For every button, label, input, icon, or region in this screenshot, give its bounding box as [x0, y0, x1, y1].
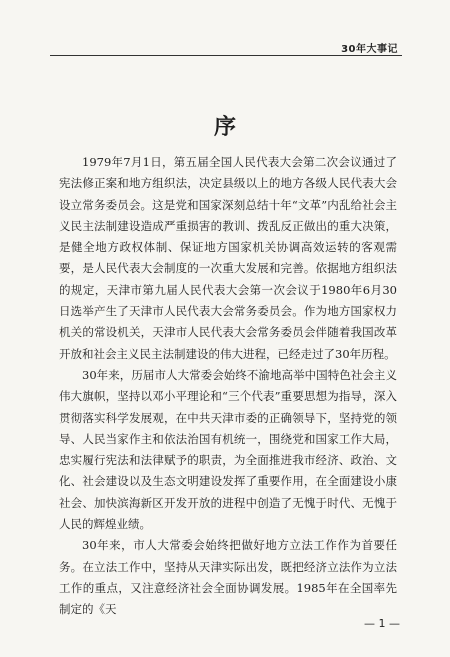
body-text [59, 152, 397, 621]
running-header-title: 30年大事记 [341, 44, 398, 55]
section-title: 序 [213, 114, 236, 140]
paragraph-3: 30年来，市人大常委会始终把做好地方立法工作作为首要任务。在立法工作中，坚持从天津实际出发，既把经济立法作为立法工作的重点，又注意经济社会全面协调发展。1985年在全国率先制定的《天 [59, 538, 397, 617]
paragraph-2: 30年来，历届市人大常委会始终不渝地高举中国特色社会主义伟大旗帜，坚持以邓小平理论和“三个代表”重要思想为指导，深入贯彻落实科学发展观，在中共天津市委的正确领导下，坚持党的领导、人民当家作主和依法治国有机统一，围绕党和国家工作大局，忠实履行宪法和法律赋予的职责，为全面推进我市经济、政治、文化、社会建设以及生态文明建设发挥了重要作用，在全面建设小康社会、加快滨海新区开发开放的进程中创造了无愧于时代、无愧于人民的辉煌业绩。 [59, 367, 397, 532]
paragraph-1: 1979年7月1日，第五届全国人民代表大会第二次会议通过了宪法修正案和地方组织法，决定县级以上的地方各级人民代表大会设立常务委员会。这是党和国家深刻总结十年“文革”内乱给社会主义民主法制建设造成严重损害的教训、拨乱反正做出的重大决策，是健全地方政权体制、保证地方国家机关协调高效运转的客观需要，是人民代表大会制度的一次重大发展和完善。依据地方组织法的规定，天津市第九届人民代表大会第一次会议于1980年6月30日选举产生了天津市人民代表大会常务委员会。作为地方国家权力机关的常设机关，天津市人民代表大会常务委员会伴随着我国改革开放和社会主义民主法制建设的伟大进程，已经走过了30年历程。 [59, 155, 397, 361]
page-number: — 1 — [364, 617, 400, 630]
header-divider [50, 55, 402, 56]
